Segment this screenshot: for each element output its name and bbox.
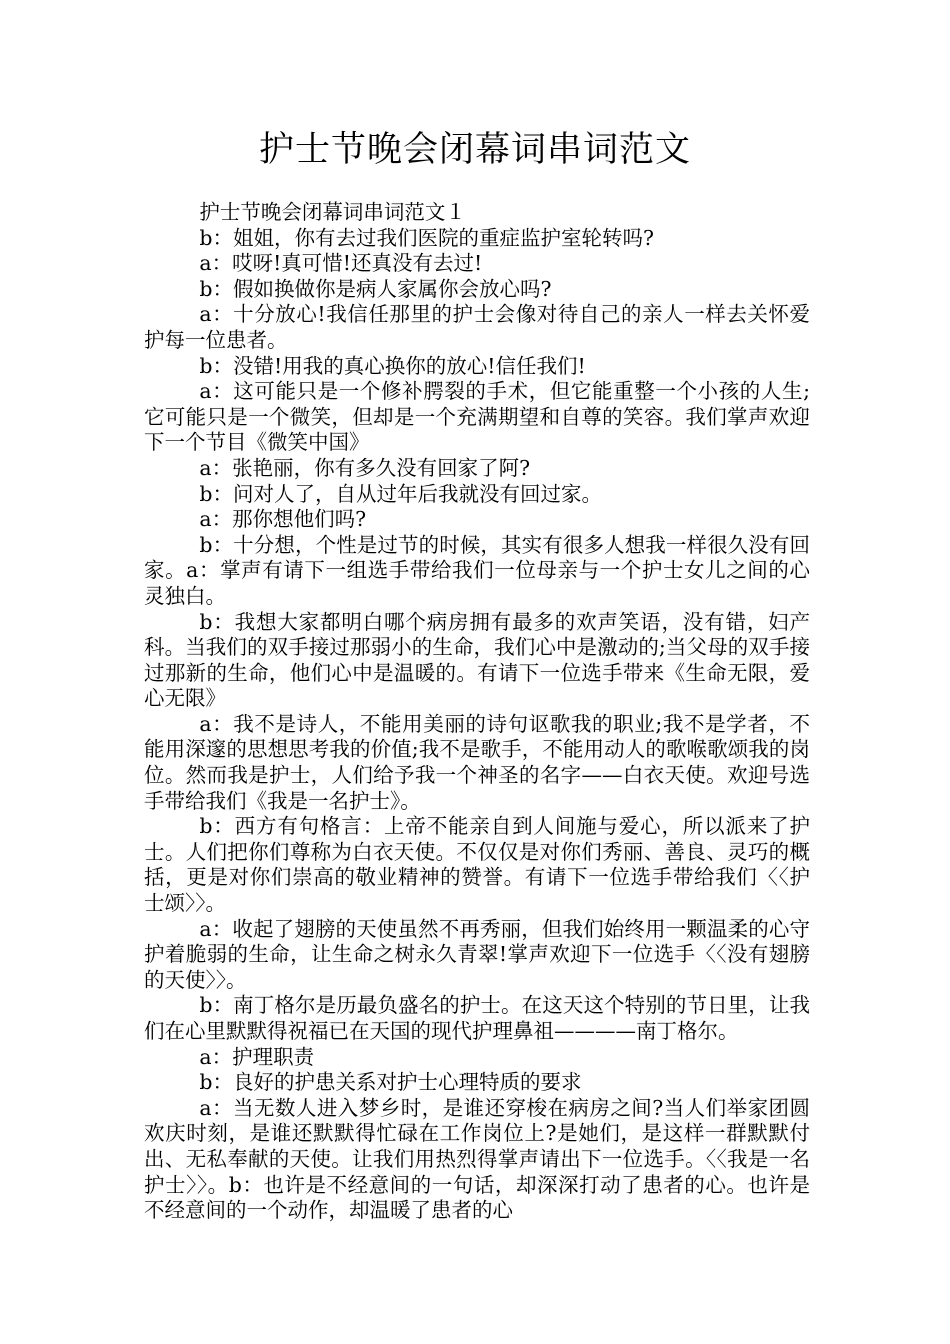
paragraph: b：假如换做你是病人家属你会放心吗?: [199, 276, 552, 301]
paragraph: b：姐姐，你有去过我们医院的重症监护室轮转吗?: [199, 225, 654, 250]
paragraph: a：当无数人进入梦乡时，是谁还穿梭在病房之间?当人们举家团圆欢庆时刻，是谁还默默得忙碌在工作岗位上?是她们，是这样一群默默付出、无私奉献的天使。让我们用热烈得掌声请出下一位选手。〈〈我是一名护士〉〉。b：也许是不经意间的一句话，却深深打动了患者的心。也许是不经意间的一个动作，却温暖了患者的心: [144, 1095, 810, 1223]
paragraph: 护士节晚会闭幕词串词范文１: [199, 200, 466, 224]
paragraph: a：这可能只是一个修补腭裂的手术，但它能重整一个小孩的人生;它可能只是一个微笑，但却是一个充满期望和自尊的笑容。我们掌声欢迎下一个节目《微笑中国》: [144, 379, 810, 455]
paragraph: b：我想大家都明白哪个病房拥有最多的欢声笑语，没有错，妇产科。当我们的双手接过那弱小的生命，我们心中是激动的;当父母的双手接过那新的生命，他们心中是温暖的。有请下一位选手带来《生命无限，爱心无限》: [144, 609, 810, 711]
document-title: 护士节晚会闭幕词串词范文: [258, 130, 691, 170]
paragraph: a：护理职责: [199, 1044, 315, 1069]
paragraph: a：收起了翅膀的天使虽然不再秀丽，但我们始终用一颗温柔的心守护着脆弱的生命，让生命之树永久青翠!掌声欢迎下一位选手〈〈没有翅膀的天使〉〉。: [144, 916, 810, 992]
paragraph: a：十分放心!我信任那里的护士会像对待自己的亲人一样去关怀爱护每一位患者。: [144, 302, 810, 352]
paragraph: b：南丁格尔是历最负盛名的护士。在这天这个特别的节日里，让我们在心里默默得祝福已在天国的现代护理鼻祖————南丁格尔。: [144, 993, 810, 1043]
paragraph: b：问对人了，自从过年后我就没有回过家。: [199, 481, 602, 506]
paragraph: a：那你想他们吗?: [199, 507, 367, 532]
paragraph: b：良好的护患关系对护士心理特质的要求: [199, 1070, 582, 1095]
paragraph: a：我不是诗人，不能用美丽的诗句讴歌我的职业;我不是学者，不能用深邃的思想思考我的价值;我不是歌手，不能用动人的歌喉歌颂我的岗位。然而我是护士，人们给予我一个神圣的名字——白衣天使。欢迎号选手带给我们《我是一名护士》。: [144, 711, 810, 813]
paragraph: b：十分想，个性是过节的时候，其实有很多人想我一样很久没有回家。a：掌声有请下一组选手带给我们一位母亲与一个护士女儿之间的心灵独白。: [144, 532, 810, 608]
paragraph: a：哎呀!真可惜!还真没有去过!: [199, 251, 483, 276]
paragraph: a：张艳丽，你有多久没有回家了阿?: [199, 455, 531, 480]
paragraph: b：没错!用我的真心换你的放心!信任我们!: [199, 353, 586, 378]
paragraph: b：西方有句格言：上帝不能亲自到人间施与爱心，所以派来了护士。人们把你们尊称为白衣天使。不仅仅是对你们秀丽、善良、灵巧的概括，更是对你们崇高的敬业精神的赞誉。有请下一位选手带给我们〈〈护士颂〉〉。: [144, 814, 810, 916]
document-body: [144, 200, 810, 1224]
